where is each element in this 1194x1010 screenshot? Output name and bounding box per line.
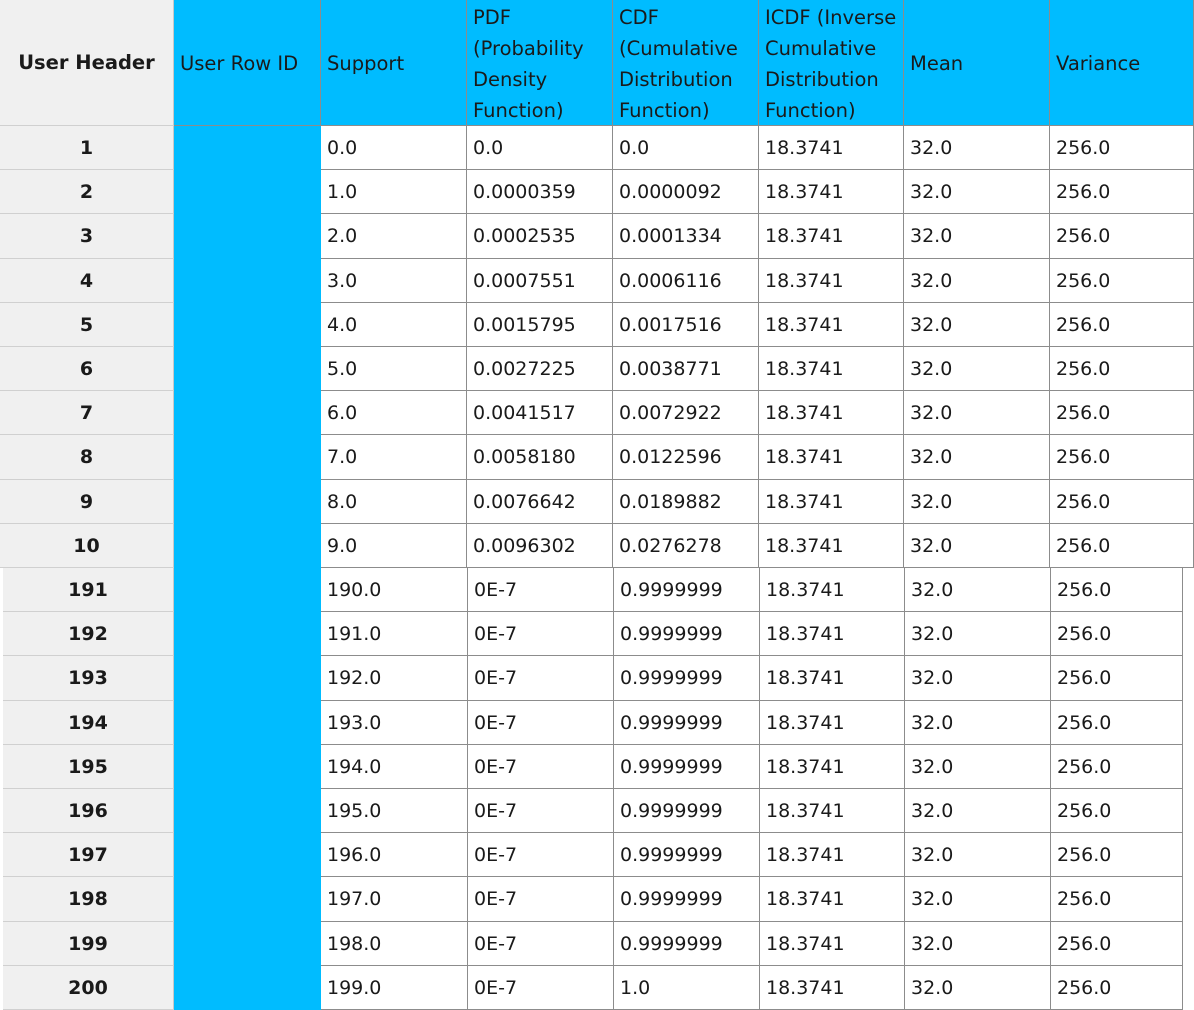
table-row bbox=[0, 435, 1194, 479]
cell-cdf[interactable]: 0.9999999 bbox=[614, 922, 760, 966]
cell-icdf[interactable]: 18.3741 bbox=[759, 347, 904, 391]
cell-icdf[interactable]: 18.3741 bbox=[759, 214, 904, 258]
cell-support[interactable]: 195.0 bbox=[321, 789, 468, 833]
table-row bbox=[0, 524, 1194, 568]
cell-pdf[interactable]: 0E-7 bbox=[468, 966, 614, 1010]
table-row bbox=[0, 789, 1194, 833]
cell-variance[interactable]: 256.0 bbox=[1050, 126, 1194, 170]
row-header[interactable]: 5 bbox=[0, 303, 174, 347]
cell-support[interactable]: 192.0 bbox=[321, 656, 468, 700]
table-row bbox=[0, 126, 1194, 170]
cell-support[interactable]: 196.0 bbox=[321, 833, 468, 877]
cell-pdf[interactable]: 0.0027225 bbox=[467, 347, 613, 391]
cell-pdf[interactable]: 0E-7 bbox=[468, 568, 614, 612]
cell-pdf[interactable]: 0.0000359 bbox=[467, 170, 613, 214]
cell-cdf[interactable]: 0.9999999 bbox=[614, 877, 760, 921]
cell-pdf[interactable]: 0.0041517 bbox=[467, 391, 613, 435]
cell-support[interactable]: 3.0 bbox=[321, 259, 467, 303]
cell-mean[interactable]: 32.0 bbox=[904, 214, 1050, 258]
cell-mean[interactable]: 32.0 bbox=[904, 170, 1050, 214]
cell-variance[interactable]: 256.0 bbox=[1050, 303, 1194, 347]
cell-pdf[interactable]: 0E-7 bbox=[468, 745, 614, 789]
cell-icdf[interactable]: 18.3741 bbox=[759, 259, 904, 303]
cell-support[interactable]: 8.0 bbox=[321, 480, 467, 524]
cell-user-row-id[interactable] bbox=[174, 126, 321, 170]
cell-variance[interactable]: 256.0 bbox=[1050, 347, 1194, 391]
cell-mean[interactable]: 32.0 bbox=[904, 126, 1050, 170]
cell-pdf[interactable]: 0.0058180 bbox=[467, 435, 613, 479]
cell-cdf[interactable]: 0.0001334 bbox=[613, 214, 759, 258]
table-row bbox=[0, 214, 1194, 258]
cell-mean[interactable]: 32.0 bbox=[905, 833, 1051, 877]
cell-icdf[interactable]: 18.3741 bbox=[760, 568, 905, 612]
cell-user-row-id[interactable] bbox=[174, 701, 321, 745]
cell-mean[interactable]: 32.0 bbox=[904, 259, 1050, 303]
cell-support[interactable]: 194.0 bbox=[321, 745, 468, 789]
row-header[interactable]: 196 bbox=[3, 789, 174, 833]
row-header[interactable]: 195 bbox=[3, 745, 174, 789]
cell-support[interactable]: 1.0 bbox=[321, 170, 467, 214]
cell-support[interactable]: 6.0 bbox=[321, 391, 467, 435]
column-header-cdf[interactable]: CDF (Cumulative Distribution Function) bbox=[613, 0, 759, 126]
row-header[interactable]: 4 bbox=[0, 259, 174, 303]
row-header[interactable]: 8 bbox=[0, 435, 174, 479]
row-header[interactable]: 10 bbox=[0, 524, 174, 568]
cell-support[interactable]: 7.0 bbox=[321, 435, 467, 479]
cell-mean[interactable]: 32.0 bbox=[905, 701, 1051, 745]
column-header-support[interactable]: Support bbox=[321, 0, 467, 126]
cell-support[interactable]: 4.0 bbox=[321, 303, 467, 347]
cell-mean[interactable]: 32.0 bbox=[905, 966, 1051, 1010]
cell-variance[interactable]: 256.0 bbox=[1050, 391, 1194, 435]
cell-icdf[interactable]: 18.3741 bbox=[760, 877, 905, 921]
table-row bbox=[0, 656, 1194, 700]
cell-icdf[interactable]: 18.3741 bbox=[759, 391, 904, 435]
cell-icdf[interactable]: 18.3741 bbox=[760, 922, 905, 966]
column-header-user-row-id[interactable]: User Row ID bbox=[174, 0, 321, 126]
cell-user-row-id[interactable] bbox=[174, 789, 321, 833]
column-header-variance[interactable]: Variance bbox=[1050, 0, 1194, 126]
row-header[interactable]: 200 bbox=[3, 966, 174, 1010]
cell-mean[interactable]: 32.0 bbox=[905, 612, 1051, 656]
cell-variance[interactable]: 256.0 bbox=[1051, 966, 1183, 1010]
corner-header[interactable]: User Header bbox=[0, 0, 174, 126]
cell-variance[interactable]: 256.0 bbox=[1051, 612, 1183, 656]
cell-user-row-id[interactable] bbox=[174, 524, 321, 568]
cell-support[interactable]: 5.0 bbox=[321, 347, 467, 391]
cell-pdf[interactable]: 0.0015795 bbox=[467, 303, 613, 347]
cell-mean[interactable]: 32.0 bbox=[904, 347, 1050, 391]
cell-pdf[interactable]: 0.0096302 bbox=[467, 524, 613, 568]
table-row bbox=[0, 966, 1194, 1010]
cell-icdf[interactable]: 18.3741 bbox=[760, 745, 905, 789]
cell-pdf[interactable]: 0E-7 bbox=[468, 922, 614, 966]
cell-pdf[interactable]: 0E-7 bbox=[468, 877, 614, 921]
cell-mean[interactable]: 32.0 bbox=[905, 656, 1051, 700]
cell-user-row-id[interactable] bbox=[174, 922, 321, 966]
cell-icdf[interactable]: 18.3741 bbox=[759, 480, 904, 524]
cell-user-row-id[interactable] bbox=[174, 303, 321, 347]
table-row bbox=[0, 259, 1194, 303]
cell-pdf[interactable]: 0E-7 bbox=[468, 701, 614, 745]
cell-user-row-id[interactable] bbox=[174, 656, 321, 700]
table-row bbox=[0, 612, 1194, 656]
cell-cdf[interactable]: 0.9999999 bbox=[614, 612, 760, 656]
column-header-mean[interactable]: Mean bbox=[904, 0, 1050, 126]
row-header[interactable]: 199 bbox=[3, 922, 174, 966]
cell-mean[interactable]: 32.0 bbox=[904, 480, 1050, 524]
row-header[interactable]: 7 bbox=[0, 391, 174, 435]
cell-cdf[interactable]: 0.9999999 bbox=[614, 745, 760, 789]
cell-cdf[interactable]: 0.0122596 bbox=[613, 435, 759, 479]
cell-user-row-id[interactable] bbox=[174, 170, 321, 214]
cell-pdf[interactable]: 0E-7 bbox=[468, 789, 614, 833]
cell-variance[interactable]: 256.0 bbox=[1050, 170, 1194, 214]
cell-cdf[interactable]: 0.0017516 bbox=[613, 303, 759, 347]
cell-user-row-id[interactable] bbox=[174, 833, 321, 877]
cell-support[interactable]: 198.0 bbox=[321, 922, 468, 966]
column-header-row bbox=[0, 0, 1194, 126]
cell-user-row-id[interactable] bbox=[174, 480, 321, 524]
table-row bbox=[0, 480, 1194, 524]
cell-variance[interactable]: 256.0 bbox=[1050, 435, 1194, 479]
cell-user-row-id[interactable] bbox=[174, 391, 321, 435]
cell-mean[interactable]: 32.0 bbox=[905, 877, 1051, 921]
cell-support[interactable]: 191.0 bbox=[321, 612, 468, 656]
cell-icdf[interactable]: 18.3741 bbox=[759, 303, 904, 347]
cell-user-row-id[interactable] bbox=[174, 435, 321, 479]
cell-icdf[interactable]: 18.3741 bbox=[759, 435, 904, 479]
row-header[interactable]: 192 bbox=[3, 612, 174, 656]
table-row bbox=[0, 922, 1194, 966]
cell-icdf[interactable]: 18.3741 bbox=[759, 126, 904, 170]
cell-icdf[interactable]: 18.3741 bbox=[760, 966, 905, 1010]
cell-variance[interactable]: 256.0 bbox=[1051, 745, 1183, 789]
cell-cdf[interactable]: 0.0072922 bbox=[613, 391, 759, 435]
cell-icdf[interactable]: 18.3741 bbox=[760, 701, 905, 745]
cell-support[interactable]: 9.0 bbox=[321, 524, 467, 568]
table-row bbox=[0, 833, 1194, 877]
table-row bbox=[0, 170, 1194, 214]
cell-user-row-id[interactable] bbox=[174, 745, 321, 789]
row-header[interactable]: 2 bbox=[0, 170, 174, 214]
table-row bbox=[0, 568, 1194, 612]
cell-cdf[interactable]: 0.9999999 bbox=[614, 656, 760, 700]
cell-variance[interactable]: 256.0 bbox=[1050, 259, 1194, 303]
cell-support[interactable]: 2.0 bbox=[321, 214, 467, 258]
cell-icdf[interactable]: 18.3741 bbox=[760, 833, 905, 877]
cell-variance[interactable]: 256.0 bbox=[1051, 656, 1183, 700]
row-header[interactable]: 197 bbox=[3, 833, 174, 877]
cell-user-row-id[interactable] bbox=[174, 214, 321, 258]
cell-variance[interactable]: 256.0 bbox=[1050, 214, 1194, 258]
cell-mean[interactable]: 32.0 bbox=[905, 568, 1051, 612]
cell-pdf[interactable]: 0E-7 bbox=[468, 612, 614, 656]
row-header[interactable]: 1 bbox=[0, 126, 174, 170]
cell-user-row-id[interactable] bbox=[174, 877, 321, 921]
cell-pdf[interactable]: 0.0076642 bbox=[467, 480, 613, 524]
column-header-icdf[interactable]: ICDF (Inverse Cumulative Distribution Function) bbox=[759, 0, 904, 126]
cell-cdf[interactable]: 0.0 bbox=[613, 126, 759, 170]
cell-support[interactable]: 197.0 bbox=[321, 877, 468, 921]
cell-cdf[interactable]: 0.0038771 bbox=[613, 347, 759, 391]
cell-icdf[interactable]: 18.3741 bbox=[759, 524, 904, 568]
table-row bbox=[0, 303, 1194, 347]
cell-cdf[interactable]: 0.9999999 bbox=[614, 833, 760, 877]
cell-user-row-id[interactable] bbox=[174, 259, 321, 303]
cell-icdf[interactable]: 18.3741 bbox=[760, 612, 905, 656]
cell-icdf[interactable]: 18.3741 bbox=[760, 789, 905, 833]
cell-cdf[interactable]: 0.0189882 bbox=[613, 480, 759, 524]
cell-pdf[interactable]: 0.0002535 bbox=[467, 214, 613, 258]
table-row bbox=[0, 701, 1194, 745]
cell-variance[interactable]: 256.0 bbox=[1051, 701, 1183, 745]
table-row bbox=[0, 745, 1194, 789]
cell-cdf[interactable]: 0.9999999 bbox=[614, 701, 760, 745]
row-header[interactable]: 3 bbox=[0, 214, 174, 258]
cell-icdf[interactable]: 18.3741 bbox=[759, 170, 904, 214]
cell-support[interactable]: 0.0 bbox=[321, 126, 467, 170]
cell-pdf[interactable]: 0E-7 bbox=[468, 656, 614, 700]
cell-mean[interactable]: 32.0 bbox=[904, 524, 1050, 568]
table-row bbox=[0, 347, 1194, 391]
cell-icdf[interactable]: 18.3741 bbox=[760, 656, 905, 700]
cell-cdf[interactable]: 0.0000092 bbox=[613, 170, 759, 214]
cell-user-row-id[interactable] bbox=[174, 347, 321, 391]
cell-cdf[interactable]: 0.9999999 bbox=[614, 789, 760, 833]
cell-support[interactable]: 190.0 bbox=[321, 568, 468, 612]
cell-user-row-id[interactable] bbox=[174, 568, 321, 612]
cell-variance[interactable]: 256.0 bbox=[1051, 568, 1183, 612]
cell-mean[interactable]: 32.0 bbox=[904, 391, 1050, 435]
cell-variance[interactable]: 256.0 bbox=[1050, 524, 1194, 568]
table-row bbox=[0, 391, 1194, 435]
cell-variance[interactable]: 256.0 bbox=[1051, 922, 1183, 966]
table-row bbox=[0, 877, 1194, 921]
cell-variance[interactable]: 256.0 bbox=[1051, 877, 1183, 921]
cell-mean[interactable]: 32.0 bbox=[905, 789, 1051, 833]
cell-cdf[interactable]: 1.0 bbox=[614, 966, 760, 1010]
cell-support[interactable]: 199.0 bbox=[321, 966, 468, 1010]
cell-pdf[interactable]: 0E-7 bbox=[468, 833, 614, 877]
cell-cdf[interactable]: 0.9999999 bbox=[614, 568, 760, 612]
cell-variance[interactable]: 256.0 bbox=[1050, 480, 1194, 524]
cell-mean[interactable]: 32.0 bbox=[904, 435, 1050, 479]
cell-mean[interactable]: 32.0 bbox=[904, 303, 1050, 347]
row-header[interactable]: 194 bbox=[3, 701, 174, 745]
row-header[interactable]: 191 bbox=[3, 568, 174, 612]
row-header[interactable]: 9 bbox=[0, 480, 174, 524]
cell-mean[interactable]: 32.0 bbox=[905, 922, 1051, 966]
cell-variance[interactable]: 256.0 bbox=[1051, 833, 1183, 877]
cell-pdf[interactable]: 0.0007551 bbox=[467, 259, 613, 303]
cell-user-row-id[interactable] bbox=[174, 966, 321, 1010]
cell-support[interactable]: 193.0 bbox=[321, 701, 468, 745]
column-header-pdf[interactable]: PDF (Probability Density Function) bbox=[467, 0, 613, 126]
cell-pdf[interactable]: 0.0 bbox=[467, 126, 613, 170]
cell-mean[interactable]: 32.0 bbox=[905, 745, 1051, 789]
cell-user-row-id[interactable] bbox=[174, 612, 321, 656]
row-header[interactable]: 193 bbox=[3, 656, 174, 700]
cell-variance[interactable]: 256.0 bbox=[1051, 789, 1183, 833]
cell-cdf[interactable]: 0.0006116 bbox=[613, 259, 759, 303]
row-header[interactable]: 6 bbox=[0, 347, 174, 391]
cell-cdf[interactable]: 0.0276278 bbox=[613, 524, 759, 568]
row-header[interactable]: 198 bbox=[3, 877, 174, 921]
